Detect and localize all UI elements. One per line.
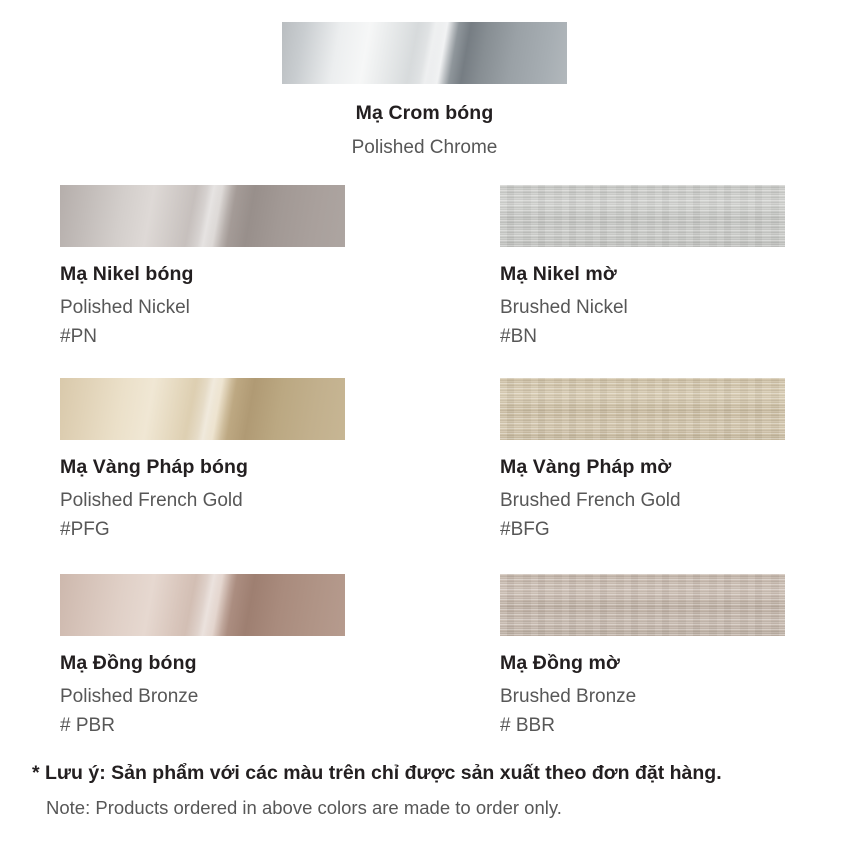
sheen-overlay-icon [282, 22, 567, 84]
finish-code: #PN [60, 326, 97, 347]
finish-name-en: Brushed Bronze [500, 686, 637, 707]
swatch-polished-bronze [60, 574, 345, 636]
finish-name-vi: Mạ Nikel mờ [500, 263, 617, 285]
finish-item-polished-chrome [282, 22, 567, 159]
finish-name-vi: Mạ Vàng Pháp mờ [500, 456, 672, 478]
brushed-texture-overlay-icon [500, 185, 785, 247]
finish-code: #BN [500, 326, 537, 347]
finish-code: #BFG [500, 519, 550, 540]
swatch-brushed-french-gold [500, 378, 785, 440]
sheen-overlay-icon [60, 574, 345, 636]
finish-name-vi: Mạ Vàng Pháp bóng [60, 456, 249, 478]
footnote-en: Note: Products ordered in above colors are made to order only. [46, 797, 562, 818]
finish-item-polished-french-gold [60, 378, 345, 541]
swatch-brushed-bronze [500, 574, 785, 636]
swatch-polished-nickel [60, 185, 345, 247]
finish-name-en: Polished Bronze [60, 686, 199, 707]
finish-code: #PFG [60, 519, 110, 540]
finish-name-en: Polished Nickel [60, 297, 190, 318]
sheen-overlay-icon [60, 185, 345, 247]
finish-name-vi: Mạ Đồng bóng [60, 652, 197, 674]
finish-item-brushed-french-gold [500, 378, 785, 541]
footnote-vi: * Lưu ý: Sản phẩm với các màu trên chỉ được sản xuất theo đơn đặt hàng. [32, 762, 722, 784]
finish-item-polished-nickel [60, 185, 345, 348]
finish-name-en: Brushed French Gold [500, 490, 681, 511]
footnote [32, 762, 822, 819]
finish-name-vi: Mạ Đồng mờ [500, 652, 620, 674]
finish-name-vi: Mạ Nikel bóng [60, 263, 194, 285]
finish-name-en: Brushed Nickel [500, 297, 628, 318]
finish-name-en: Polished Chrome [351, 137, 498, 158]
finish-name-en: Polished French Gold [60, 490, 243, 511]
sheen-overlay-icon [60, 378, 345, 440]
finish-code: # PBR [60, 715, 115, 736]
swatch-brushed-nickel [500, 185, 785, 247]
brushed-texture-icon [500, 185, 785, 247]
swatch-polished-french-gold [60, 378, 345, 440]
brushed-texture-icon [500, 574, 785, 636]
finish-code: # BBR [500, 715, 555, 736]
finish-item-brushed-bronze [500, 574, 785, 737]
swatch-polished-chrome [282, 22, 567, 84]
finish-item-polished-bronze [60, 574, 345, 737]
brushed-texture-overlay-icon [500, 574, 785, 636]
finish-name-vi: Mạ Crom bóng [355, 102, 494, 124]
finish-item-brushed-nickel [500, 185, 785, 348]
brushed-texture-overlay-icon [500, 378, 785, 440]
brushed-texture-icon [500, 378, 785, 440]
